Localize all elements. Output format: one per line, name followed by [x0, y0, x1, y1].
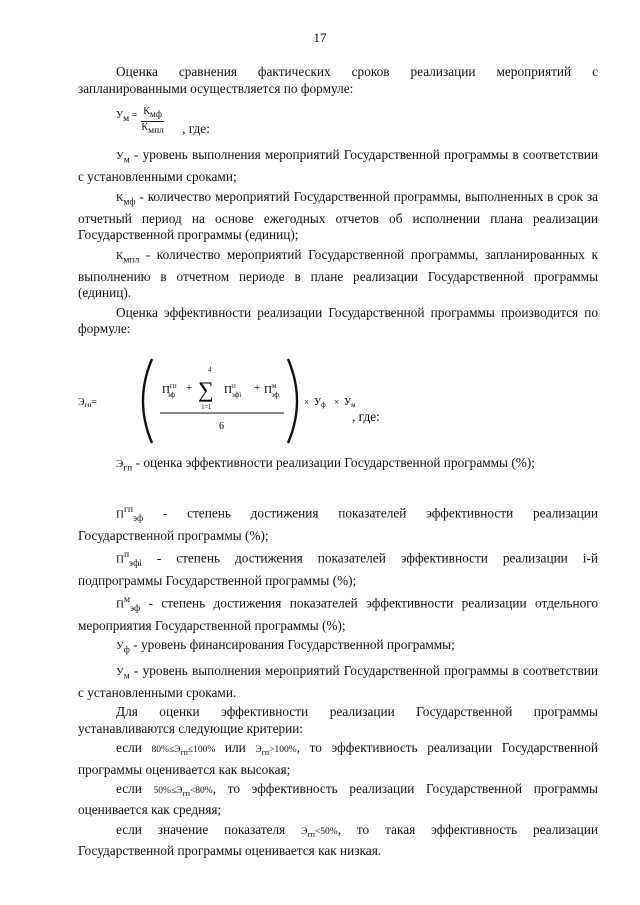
symbol-subscript: м: [123, 155, 130, 166]
symbol: К: [116, 249, 124, 262]
definition-um-2: [78, 663, 598, 702]
formula-um-lhs: [116, 108, 137, 128]
condition-text: <50%: [314, 826, 338, 837]
symbol-superscript: гп: [123, 505, 133, 516]
condition-text: 50%≤Э: [153, 786, 183, 797]
definition-kmpl: [78, 247, 598, 302]
symbol: П: [116, 598, 124, 611]
formula-egp: [78, 341, 598, 451]
formula-term-pp: $П^п$ эфi: [224, 381, 242, 399]
criterion-lead: если: [116, 781, 154, 797]
formula-where: , где:: [352, 408, 380, 424]
criterion-condition: [301, 827, 338, 837]
symbol-subscript: мф: [123, 197, 136, 208]
formula-symbol: У: [116, 109, 124, 121]
formula-left-paren: [143, 359, 152, 443]
symbol-subscript: эф: [129, 604, 141, 615]
formula-plus: +: [254, 381, 261, 394]
condition-text: ≤100%: [187, 745, 216, 756]
definition-text: - уровень финансирования Государственной программы;: [129, 637, 455, 653]
definition-pgp: [78, 502, 598, 544]
criterion-text: , то эффективность реализации Государственной программы оценивается как средняя;: [78, 781, 598, 818]
formula-egp-svg: [78, 341, 598, 451]
symbol-subscript: эфi: [129, 559, 142, 570]
definition-text: - степень достижения показателей эффективности реализации Государственной программы (%);: [78, 505, 598, 543]
formula-term-pm: $П^м$ эф: [264, 381, 279, 399]
criterion-text: , то такая эффективность реализации Государственной программы оценивается как низкая.: [78, 821, 598, 859]
definition-text: - степень достижения показателей эффективности реализации i-й подпрограммы Государственной программы (%);: [78, 550, 598, 588]
definition-text: - количество мероприятий Государственной программы, выполненных в срок за отчетный период на основе ежегодных отчетов об исполнении плана реализации Государственной программы (единиц);: [78, 188, 598, 243]
definition-pm: [78, 592, 598, 634]
criterion-condition: [255, 745, 297, 758]
condition-text: Э: [255, 745, 262, 756]
formula-sum-top: 4: [208, 365, 212, 374]
criterion-condition: [151, 745, 216, 758]
condition-subscript: гп: [180, 748, 188, 758]
criterion-lead: если значение показателя: [116, 821, 302, 837]
symbol: П: [116, 553, 124, 566]
formula-sum-sign: ∑: [198, 376, 214, 402]
criterion-low: [78, 822, 598, 860]
formula-subscript: мпл: [148, 126, 164, 136]
page-number: 17: [313, 30, 327, 45]
symbol-subscript: мпл: [123, 255, 140, 266]
formula-egp-lhs: $Э_{гп}=$: [78, 396, 97, 409]
definition-kmf: [78, 189, 598, 244]
definition-text: - оценка эффективности реализации Государственной программы (%);: [132, 454, 535, 470]
condition-subscript: гп: [307, 829, 315, 839]
formula-sum-bottom: i=1: [202, 402, 212, 411]
formula-right-paren: [288, 359, 297, 443]
paragraph-intro-efficiency: Оценка эффективности реализации Государственной программы производится по формуле:: [78, 304, 598, 337]
formula-subscript: м: [123, 113, 130, 124]
condition-subscript: гп: [182, 788, 190, 798]
formula-numerator: [141, 106, 164, 122]
formula-term-pgp: $П^{гп}$ эф: [162, 381, 177, 399]
formula-subscript: мф: [149, 110, 163, 120]
symbol-subscript: эф: [132, 514, 144, 525]
formula-denominator: [141, 122, 164, 137]
symbol: У: [116, 150, 124, 162]
definition-egp: [78, 455, 598, 477]
formula-symbol: К: [141, 122, 149, 133]
condition-text: <80%: [189, 786, 213, 797]
spacer: [78, 480, 598, 502]
criterion-text: , то эффективность реализации Государственной программы оценивается как высокая;: [78, 740, 598, 777]
formula-where: , где:: [182, 120, 210, 136]
symbol-subscript: ф: [123, 646, 130, 657]
definition-text: - степень достижения показателей эффективности реализации отдельного мероприятия Государственной программы (%);: [78, 595, 598, 633]
definition-text: - уровень выполнения мероприятий Государственной программы в соответствии с установленными сроками;: [78, 147, 598, 185]
formula-equals: =: [131, 109, 138, 121]
criterion-high: [78, 740, 598, 778]
symbol: К: [116, 191, 124, 204]
condition-text: Э: [301, 826, 308, 837]
formula-plus: +: [186, 381, 193, 394]
definition-text: - количество мероприятий Государственной программы, запланированных к выполнению в отчетном периоде в плане реализации Государственной программы (единиц).: [78, 246, 598, 301]
symbol: Э: [116, 457, 124, 470]
condition-text: 80%≤Э: [151, 745, 181, 756]
formula-times: ×: [304, 396, 310, 407]
criterion-lead: если: [116, 740, 152, 756]
formula-times: ×: [334, 396, 340, 407]
symbol-subscript: м: [123, 671, 130, 682]
condition-text: >100%: [269, 745, 297, 756]
definition-pp: [78, 547, 598, 589]
criterion-or: или: [215, 740, 256, 756]
symbol-subscript: гп: [123, 463, 133, 474]
paragraph-criteria-intro: Для оценки эффективности реализации Государственной программы устанавливаются следующие критерии:: [78, 704, 598, 736]
formula-symbol: К: [143, 106, 150, 117]
definition-text: - уровень выполнения мероприятий Государственной программы в соответствии с установленными сроками.: [78, 662, 598, 700]
formula-um-fraction: [141, 106, 164, 137]
formula-denominator: 6: [219, 420, 224, 432]
condition-subscript: гп: [261, 748, 270, 758]
definition-um: [78, 147, 598, 186]
criterion-condition: [154, 786, 213, 796]
symbol: П: [116, 508, 124, 521]
document-body: [78, 64, 598, 863]
definition-uf: [78, 637, 598, 659]
symbol-superscript: п: [123, 550, 130, 561]
symbol-superscript: м: [123, 595, 130, 606]
formula-um: [116, 101, 598, 137]
paragraph-intro-schedule: Оценка сравнения фактических сроков реализации мероприятий с запланированными осуществляется по формуле:: [78, 64, 598, 96]
formula-uf: $У_ф$: [314, 396, 326, 409]
symbol: У: [116, 640, 124, 653]
symbol: У: [116, 665, 124, 678]
formula-um: $У_м$: [344, 396, 356, 409]
criterion-medium: [78, 781, 598, 819]
